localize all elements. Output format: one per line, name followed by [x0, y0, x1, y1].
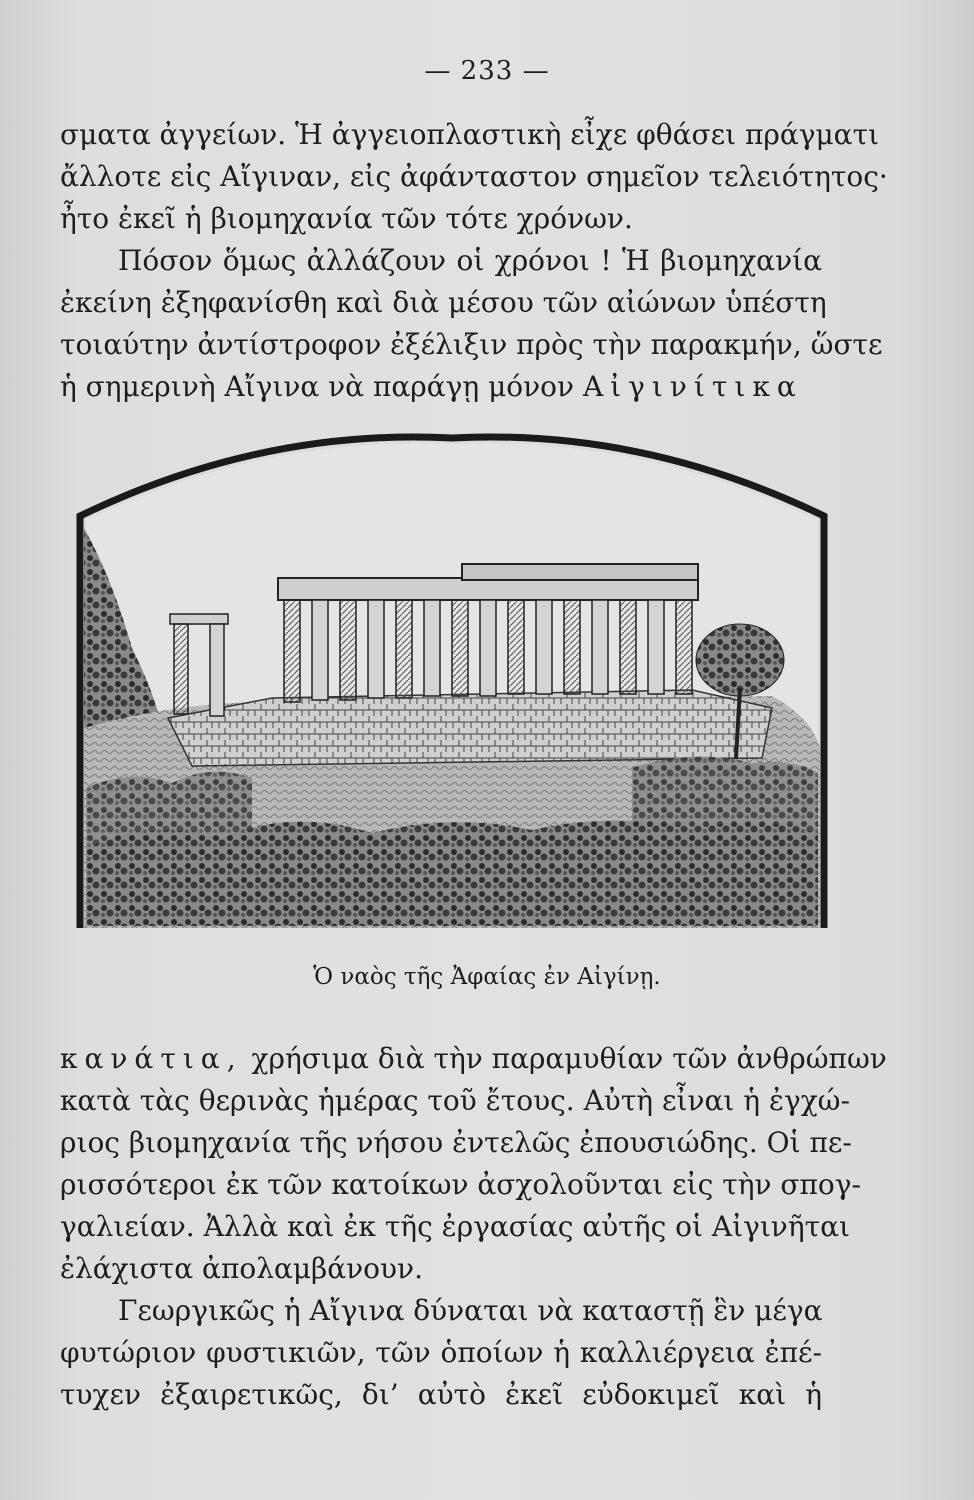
temple-columns [284, 600, 692, 702]
spaced-word: κανάτια, [60, 1042, 243, 1075]
text-line: τυχεν ἐξαιρετικῶς, δι’ αὐτὸ ἐκεῖ εὐδοκιμεῖ καὶ ἡ [60, 1378, 822, 1411]
text-line: ρισσότεροι ἐκ τῶν κατοίκων ἀσχολοῦνται εἰς τὴν σπογ- [60, 1168, 861, 1201]
figure-caption: Ὁ ναὸς τῆς Ἀφαίας ἐν Αἰγίνῃ. [313, 964, 661, 990]
temple-architrave [462, 564, 698, 580]
spaced-word: Αἰγινίτικα [582, 370, 803, 403]
right-bushes [632, 757, 818, 838]
temple-engraving-svg [72, 428, 832, 940]
page-number: — 233 — [424, 56, 550, 86]
bottom-paragraphs [60, 1038, 887, 1416]
text-line: ριος βιομηχανία τῆς νήσου ἐντελῶς ἐπουσιώδης. Οἱ πε- [60, 1126, 852, 1159]
text-line: Πόσον ὅμως ἀλλάζουν οἱ χρόνοι ! Ἡ βιομηχανία [118, 244, 822, 277]
left-bushes [86, 772, 252, 858]
text-line: γαλιείαν. Ἀλλὰ καὶ ἐκ τῆς ἐργασίας αὐτῆς οἱ Αἰγινῆται [60, 1210, 850, 1243]
stone-platform [168, 690, 772, 766]
text-line-with-spaced-word [60, 366, 822, 408]
text-line-start: ἡ σημερινὴ Αἴγινα νὰ παράγῃ μόνον [60, 370, 575, 403]
text-line-with-spaced-word [60, 1038, 887, 1080]
text-line: κατὰ τὰς θερινὰς ἡμέρας τοῦ ἔτους. Αὐτὴ εἶναι ἡ ἐγχώ- [60, 1084, 850, 1117]
text-line: ἦτο ἐκεῖ ἡ βιομηχανία τῶν τότε χρόνων. [60, 202, 633, 235]
temple-entablature [278, 578, 698, 600]
text-line: τοιαύτην ἀντίστροφον ἐξέλιξιν πρὸς τὴν παρακμήν, ὥστε [60, 328, 883, 361]
temple-illustration [72, 428, 832, 940]
text-line: σματα ἀγγείων. Ἡ ἀγγειοπλαστικὴ εἶχε φθάσει πράγματι [60, 118, 880, 151]
text-line: ἐλάχιστα ἀπολαμβάνουν. [60, 1252, 423, 1285]
text-line: φυτώριον φυστικιῶν, τῶν ὁποίων ἡ καλλιέργεια ἐπέ- [60, 1336, 822, 1369]
text-line-rest: χρήσιμα διὰ τὴν παραμυθίαν τῶν ἀνθρώπων [251, 1042, 887, 1075]
text-line: Γεωργικῶς ἡ Αἴγινα δύναται νὰ καταστῇ ἓν μέγα [118, 1294, 823, 1327]
text-line: ἐκείνη ἐξηφανίσθη καὶ διὰ μέσου τῶν αἰώνων ὑπέστη [60, 286, 827, 319]
text-line: ἄλλοτε εἰς Αἴγιναν, εἰς ἀφάνταστον σημεῖον τελειότητος· [60, 160, 888, 193]
top-paragraphs [60, 114, 888, 408]
